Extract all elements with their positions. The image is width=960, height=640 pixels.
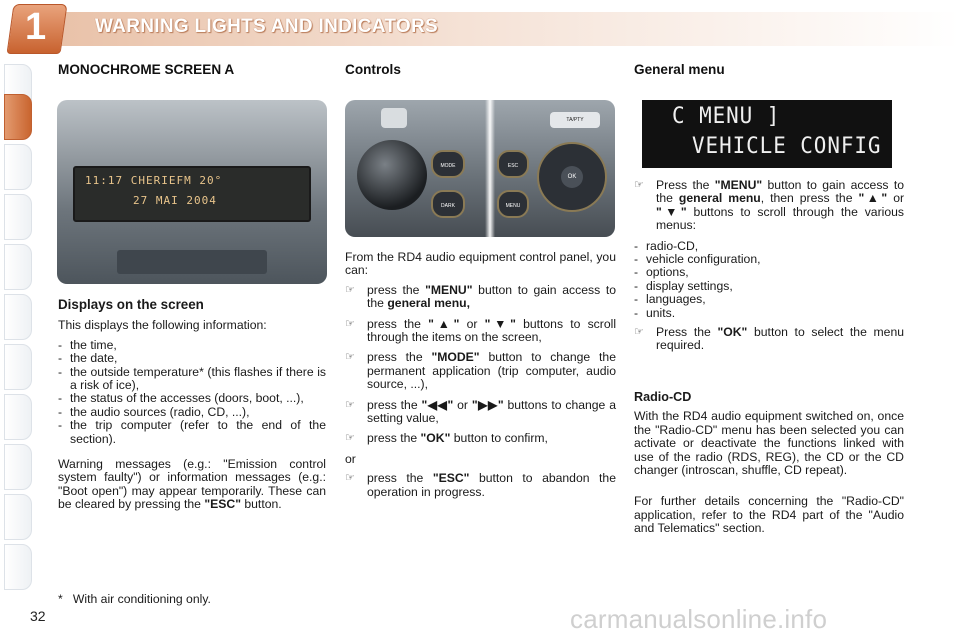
side-tab [4, 394, 32, 440]
controls-bullet [345, 284, 616, 311]
control-panel-image [345, 100, 615, 237]
left-column-text [58, 298, 326, 518]
bullet-text: , then press the [760, 191, 853, 206]
bullet-text: Press the [656, 178, 710, 192]
bullet-text: Press the [656, 325, 711, 340]
watermark: carmanualsonline.info [570, 604, 828, 634]
page-header [0, 0, 960, 50]
bullet-key: "▶▶" [471, 397, 504, 412]
bullet-key: "ESC" [432, 471, 470, 486]
bullet-text: button to confirm, [453, 431, 548, 446]
left-column-heading: MONOCHROME SCREEN A [58, 62, 235, 77]
controls-bullet [345, 318, 616, 345]
lcd-line-2: 27 MAI 2004 [133, 194, 217, 207]
right-column-text [634, 179, 904, 360]
bullet-text: button to change the permanent application (trip computer, audio source, ...), [367, 350, 616, 392]
list-item: - options, [634, 266, 904, 279]
bullet-key: "MENU" [425, 282, 473, 297]
monochrome-screen-image [57, 100, 327, 284]
side-tab [4, 494, 32, 540]
bullet-text: buttons to scroll through the various menus: [656, 204, 905, 233]
esc-button: ESC [497, 150, 529, 178]
side-tab [4, 444, 32, 490]
ok-button: OK [561, 166, 583, 188]
bullet-text: buttons to scroll through the items on the screen, [367, 316, 617, 345]
warning-text: Warning messages (e.g.: "Emission control system faulty") or information messages (e.g.: "Boot open") may appear temporarily. These can be cleared by pressing the [58, 457, 326, 512]
pointing-hand-icon: ☞ [634, 179, 644, 191]
vent-strip [117, 250, 267, 274]
bullet-text: button to gain access to the [656, 178, 905, 206]
bullet-text: or [893, 191, 905, 206]
bullet-key: "▼" [656, 204, 687, 219]
radio-cd-section [634, 391, 904, 542]
list-item: - the trip computer (refer to the end of the section). [58, 419, 326, 446]
warning-key: "ESC" [204, 497, 241, 512]
warning-end: button. [244, 497, 282, 512]
list-item: - the audio sources (radio, CD, ...), [58, 406, 326, 419]
displays-subheading: Displays on the screen [58, 297, 204, 312]
controls-bullet [345, 399, 616, 426]
list-item: - display settings, [634, 280, 904, 293]
bullet-key: "▲" [858, 191, 888, 206]
bullet-key: "▼" [484, 316, 516, 331]
ta-pty-button: TA/PTY [550, 112, 600, 128]
lcd-display [73, 166, 311, 222]
chapter-number: 1 [25, 6, 47, 48]
side-tab [4, 244, 32, 290]
bullet-text: press the [367, 316, 421, 331]
side-tab [4, 294, 32, 340]
middle-column-text [345, 251, 616, 506]
further-details-text: For further details concerning the "Radio-CD" application, refer to the RD4 part of the "Audio and Telematics" section. [634, 494, 904, 536]
pointing-hand-icon: ☞ [345, 432, 355, 445]
menu-display-line-2: VEHICLE CONFIG [692, 134, 882, 159]
list-item: - the time, [58, 339, 326, 352]
bullet-text: or [466, 316, 478, 331]
pointing-hand-icon: ☞ [345, 472, 355, 485]
or-text: or [345, 451, 356, 466]
menu-list [634, 240, 904, 320]
chapter-side-tabs [0, 64, 34, 584]
page-title: WARNING LIGHTS AND INDICATORS [95, 16, 438, 37]
dark-button: DARK [431, 190, 465, 218]
page-number: 32 [30, 608, 46, 624]
right-column-heading: General menu [634, 62, 725, 77]
bullet-text: button to gain access to the [367, 282, 616, 311]
pointing-hand-icon: ☞ [345, 317, 355, 330]
side-tab [4, 344, 32, 390]
navigation-ring [537, 142, 607, 212]
displays-intro: This displays the following information: [58, 318, 267, 333]
pointing-hand-icon: ☞ [345, 351, 355, 364]
controls-bullet [345, 472, 616, 499]
glare [485, 100, 495, 237]
bullet-text: buttons to change a setting value, [367, 397, 616, 426]
hazard-button [381, 108, 407, 128]
displays-list [58, 339, 326, 446]
warning-paragraph [58, 458, 326, 512]
side-tab [4, 544, 32, 590]
menu-display-line-1: C MENU ] [672, 104, 781, 129]
controls-bullet [345, 432, 616, 445]
list-item: - the status of the accesses (doors, boot, ...), [58, 392, 326, 405]
bullet-key: "MENU" [714, 178, 763, 192]
pointing-hand-icon: ☞ [345, 398, 355, 411]
general-menu-bullet [634, 326, 904, 353]
radio-cd-heading: Radio-CD [634, 390, 692, 404]
bullet-text: button to select the menu required. [656, 325, 905, 353]
bullet-text: press the [367, 431, 418, 446]
list-item: - vehicle configuration, [634, 253, 904, 266]
bullet-key: "MODE" [431, 350, 480, 365]
general-menu-bullet [634, 179, 904, 233]
side-tab [4, 194, 32, 240]
bullet-text: press the [367, 397, 418, 412]
controls-intro: From the RD4 audio equipment control panel, you can: [345, 250, 616, 278]
volume-knob [357, 140, 427, 210]
bullet-key: "◀◀" [421, 397, 454, 412]
bullet-text: press the [367, 282, 420, 297]
list-item: - the date, [58, 352, 326, 365]
list-item: - radio-CD, [634, 240, 904, 253]
bullet-text: press the [367, 350, 423, 365]
footnote [58, 593, 326, 606]
bullet-bold: general menu [678, 191, 761, 206]
pointing-hand-icon: ☞ [634, 326, 644, 339]
bullet-bold: general menu, [387, 296, 470, 311]
middle-column-heading: Controls [345, 62, 401, 77]
bullet-text: or [457, 397, 468, 412]
bullet-text: button to abandon the operation in progress. [367, 471, 616, 499]
bullet-text: press the [367, 471, 424, 486]
general-menu-display-image [642, 100, 892, 168]
bullet-key: "OK" [420, 431, 451, 446]
menu-button: MENU [497, 190, 529, 218]
side-tab-active [4, 94, 32, 140]
lcd-line-1: 11:17 CHERIEFM 20° [85, 174, 223, 187]
footnote-mark: * [58, 592, 63, 606]
list-item: - languages, [634, 293, 904, 306]
list-item: - the outside temperature* (this flashes if there is a risk of ice), [58, 366, 326, 393]
footnote-text: With air conditioning only. [72, 592, 211, 606]
radio-cd-text: With the RD4 audio equipment switched on, once the "Radio-CD" menu has been selected you can activate or deactivate the functions linked with use of the radio (RDS, REG), the CD or the CD changer (introscan, shuffle, CD repeat). [634, 409, 904, 478]
list-item: - units. [634, 307, 904, 320]
bullet-key: "▲" [428, 316, 460, 331]
mode-button: MODE [431, 150, 465, 178]
side-tab [4, 144, 32, 190]
bullet-key: "OK" [717, 325, 748, 340]
controls-bullet [345, 351, 616, 391]
pointing-hand-icon: ☞ [345, 283, 355, 296]
